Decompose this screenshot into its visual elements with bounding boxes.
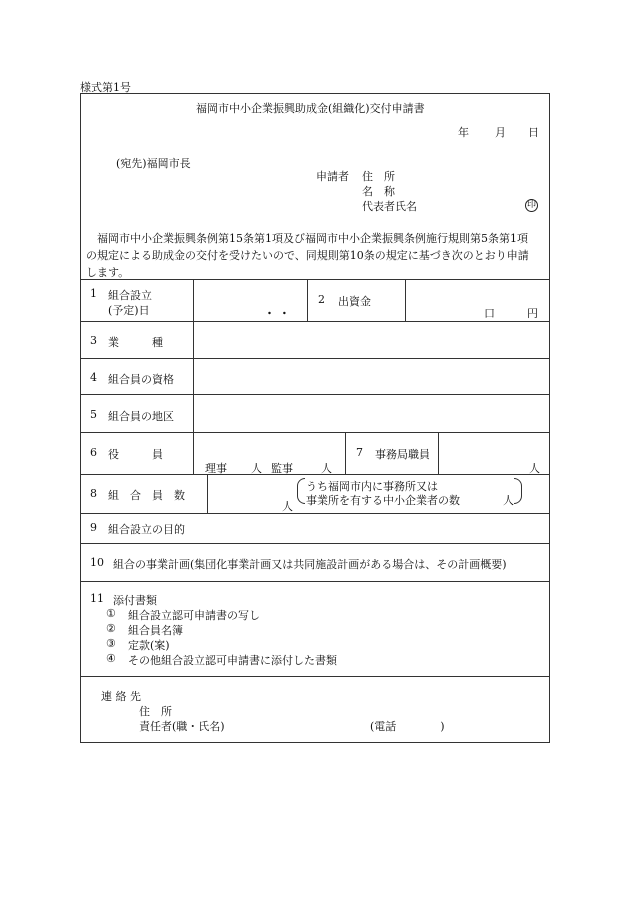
row6-director: 理事	[205, 462, 227, 475]
column-divider	[345, 432, 346, 474]
row-divider	[80, 676, 550, 677]
row6-auditor-unit: 人	[321, 462, 332, 475]
applicant-label: 申請者	[316, 170, 349, 183]
addressee: (宛先)福岡市長	[116, 157, 191, 170]
date-year: 年	[458, 126, 469, 139]
row-divider	[80, 581, 550, 582]
row11-label: 添付書類	[113, 594, 157, 607]
seal-mark: 印	[526, 200, 536, 210]
row3-number: 3	[90, 334, 97, 347]
attachment-mark: ③	[106, 637, 116, 650]
attachment-item: 組合設立認可申請書の写し	[128, 609, 260, 622]
column-divider	[207, 474, 208, 513]
row7-unit: 人	[529, 462, 540, 475]
row2-unit: 円	[527, 307, 538, 320]
row8-note-line2: 事業所を有する中小企業者の数	[306, 494, 460, 507]
row8-note-line1: うち福岡市内に事務所又は	[306, 480, 438, 493]
row5-number: 5	[90, 408, 97, 421]
row8-label: 組 合 員 数	[108, 489, 185, 502]
row6-label: 役 員	[108, 448, 163, 461]
row1-label-sub: (予定)日	[108, 304, 150, 317]
row2-unit-mark: 口	[484, 307, 495, 320]
row-divider	[80, 279, 550, 280]
column-divider	[193, 279, 194, 474]
row-divider	[80, 474, 550, 475]
contact-address-label: 住 所	[139, 705, 172, 718]
attachment-item: 定款(案)	[128, 639, 170, 652]
row3-label: 業 種	[108, 336, 163, 349]
row6-director-unit: 人	[251, 462, 262, 475]
representative-label: 代表者氏名	[362, 200, 417, 213]
row4-label: 組合員の資格	[108, 373, 174, 386]
date-day: 日	[528, 126, 539, 139]
row-divider	[80, 432, 550, 433]
form-title: 福岡市中小企業振興助成金(組織化)交付申請書	[196, 102, 425, 115]
contact-person-label: 責任者(職・氏名)	[139, 720, 225, 733]
row10-label: 組合の事業計画(集団化事業計画又は共同施設計画がある場合は、その計画概要)	[113, 558, 507, 571]
contact-phone-label: (電話 )	[370, 720, 445, 733]
intro-paragraph: 福岡市中小企業振興条例第15条第1項及び福岡市中小企業振興条例施行規則第5条第1項の規定による助成金の交付を受けたいので、同規則第10条の規定に基づき次のとおり申請します。	[86, 232, 529, 279]
row-divider	[80, 321, 550, 322]
row4-number: 4	[90, 371, 97, 384]
column-divider	[307, 279, 308, 321]
attachment-item: 組合員名簿	[128, 624, 183, 637]
column-divider	[438, 432, 439, 474]
row5-label: 組合員の地区	[108, 410, 174, 423]
applicant-address-label: 住 所	[362, 170, 395, 183]
row1-date-dots: ・ ・	[264, 307, 290, 320]
row9-number: 9	[90, 521, 97, 534]
row-divider	[80, 394, 550, 395]
contact-label: 連 絡 先	[101, 690, 141, 703]
row1-label: 組合設立	[108, 289, 152, 302]
row-divider	[80, 543, 550, 544]
row7-number: 7	[356, 446, 363, 459]
row10-number: 10	[90, 556, 104, 569]
row8-unit: 人	[282, 500, 293, 513]
row6-number: 6	[90, 446, 97, 459]
row9-label: 組合設立の目的	[108, 523, 185, 536]
note-bracket-right	[514, 478, 522, 504]
row8-note-unit: 人	[503, 494, 514, 507]
attachment-mark: ②	[106, 622, 116, 635]
row2-label: 出資金	[338, 295, 371, 308]
row6-auditor: 監事	[271, 462, 293, 475]
row-divider	[80, 358, 550, 359]
note-bracket-left	[297, 478, 305, 504]
date-month: 月	[495, 126, 506, 139]
attachment-item: その他組合設立認可申請書に添付した書類	[128, 654, 337, 667]
row7-label: 事務局職員	[375, 448, 430, 461]
row8-number: 8	[90, 487, 97, 500]
attachment-mark: ①	[106, 607, 116, 620]
row11-number: 11	[90, 592, 104, 605]
column-divider	[405, 279, 406, 321]
attachment-mark: ④	[106, 652, 116, 665]
row2-number: 2	[318, 293, 325, 306]
row-divider	[80, 513, 550, 514]
row1-number: 1	[90, 287, 97, 300]
form-number: 様式第1号	[80, 81, 131, 94]
applicant-name-label: 名 称	[362, 185, 395, 198]
